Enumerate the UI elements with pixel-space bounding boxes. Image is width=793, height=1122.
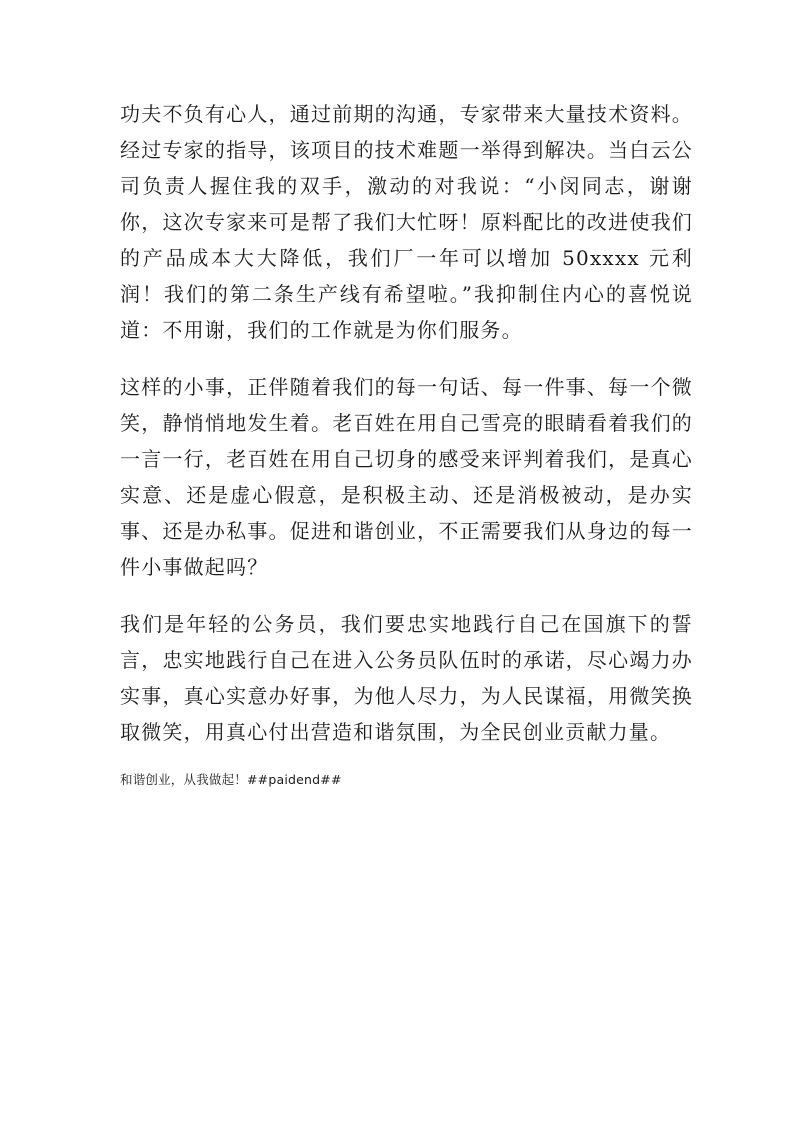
document-body (120, 96, 693, 789)
closing-line: 和谐创业，从我做起！##paidend## (120, 772, 342, 787)
paragraph-small-things: 这样的小事，正伴随着我们的每一句话、每一件事、每一个微笑，静悄悄地发生着。老百姓在用自己雪亮的眼睛看着我们的一言一行，老百姓在用自己切身的感受来评判着我们，是真心实意、还是虚心假意，是积极主动、还是消极被动，是办实事、还是办私事。促进和谐创业，不正需要我们从身边的每一件小事做起吗？ (120, 375, 693, 579)
paragraph-expert-help: 功夫不负有心人，通过前期的沟通，专家带来大量技术资料。经过专家的指导，该项目的技术难题一举得到解决。当白云公司负责人握住我的双手，激动的对我说：“小闵同志，谢谢你，这次专家来可是帮了我们大忙呀！原料配比的改进使我们的产品成本大大降低，我们厂一年可以增加 50xxxx 元利润！我们的第二条生产线有希望啦。”我抑制住内心的喜悦说道：不用谢，我们的工作就是为你们服务。 (120, 102, 693, 342)
paragraph-civil-servant: 我们是年轻的公务员，我们要忠实地践行自己在国旗下的誓言，忠实地践行自己在进入公务员队伍时的承诺，尽心竭力办实事，真心实意办好事，为他人尽力，为人民谋福，用微笑换取微笑，用真心付出营造和谐氛围，为全民创业贡献力量。 (120, 612, 693, 744)
